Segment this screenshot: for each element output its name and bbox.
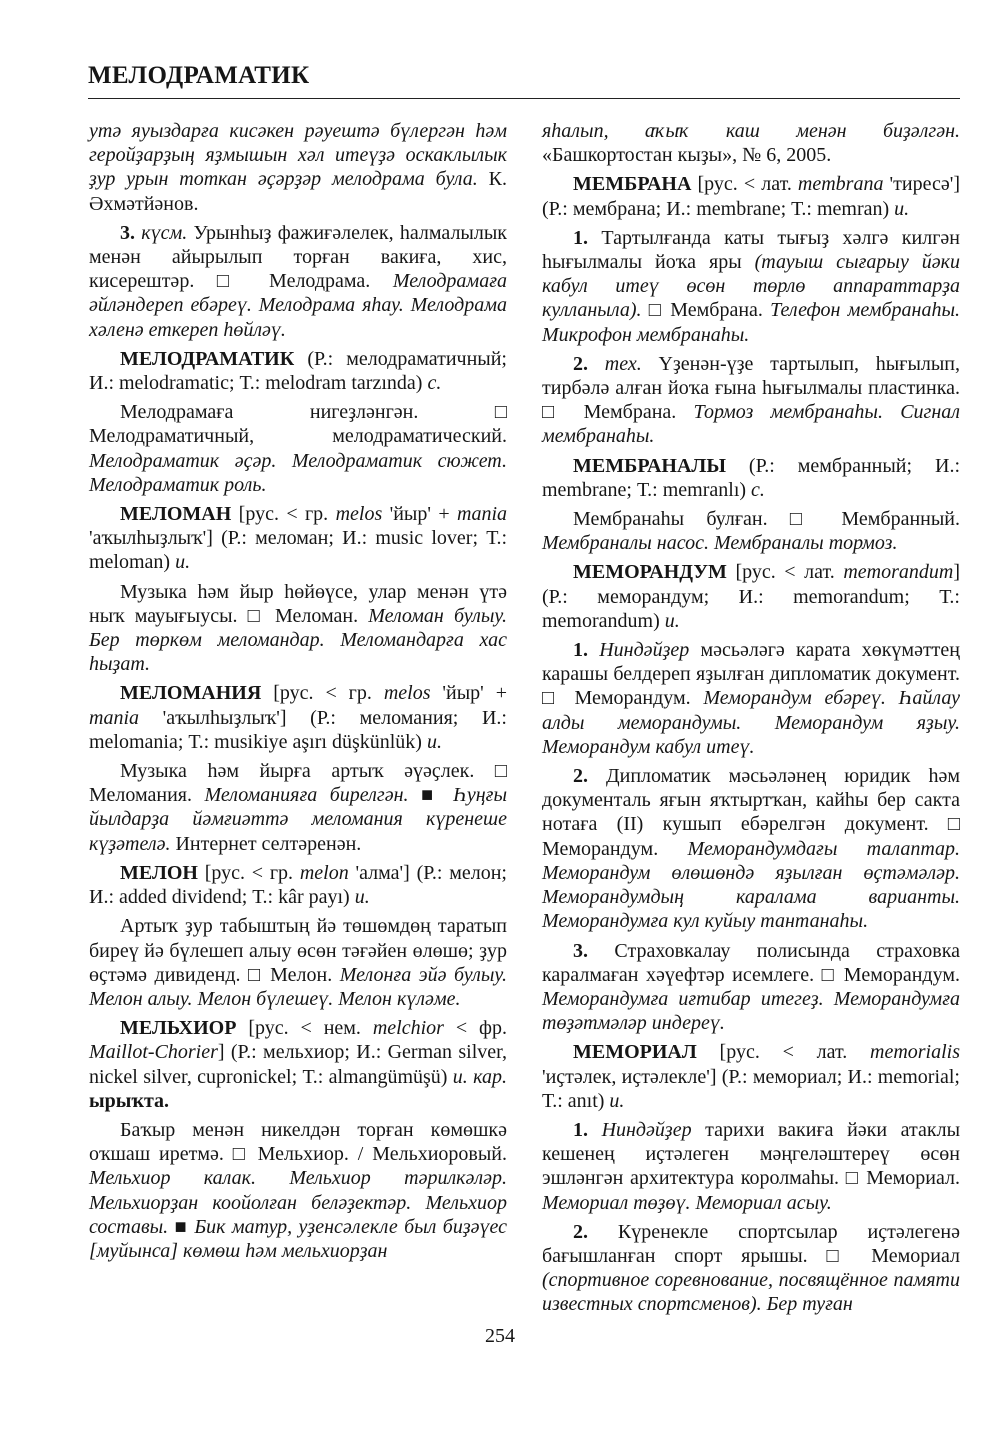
text-run: Урынһыҙ фажиғәлелек, һалмалылык менән айырылып торған вакиға, хис, кисерештәр. □ Мелодрама. — [89, 221, 507, 293]
italic-run: mania — [457, 503, 507, 526]
italic-run: Мельхиор калак. Мельхиор тәрилкәләр. Мельхиорҙан коойолған беләҙектәр. Мельхиор составы. — [89, 1167, 507, 1238]
text-run: 'йыр' + — [430, 682, 507, 705]
bold-run: 2. — [573, 352, 605, 375]
text-run: 'иҫтәлек, иҫтәлекле'] (Р.: мемориал; И.: memorial; Т.: anıt) — [542, 1065, 960, 1112]
text-run: Мембранаһы булған. □ Мембранный. — [573, 508, 960, 531]
italic-run: утә яуыздарға кисәкен рәуештә бүлергән һәм геройҙарҙың яҙмышын хәл итеүҙә оскаклылык ҙур урын тоткан әҫәрҙәр мелодрама була. — [89, 120, 507, 191]
entry-paragraph — [542, 507, 960, 555]
bold-run: МЕМОРАНДУМ — [573, 561, 727, 584]
text-run: [рус. < лат. — [726, 561, 844, 584]
header-rule — [88, 98, 960, 99]
bold-run: МЕЛОМАН — [120, 503, 232, 526]
bold-run: МЕЛОДРАМАТИК — [120, 347, 295, 370]
text-run: «Башкортостан кыҙы», № 6, 2005. — [542, 144, 832, 167]
italic-run: яһалып, аҡыҡ каш менән биҙәлгән. — [542, 120, 960, 142]
entry-paragraph — [542, 1118, 960, 1215]
bold-run: МЕМБРАНАЛЫ — [573, 454, 726, 477]
bold-run: 2. — [573, 765, 606, 788]
right-column — [542, 119, 960, 1322]
entry-paragraph — [542, 939, 960, 1036]
text-run: тарихи вакиға йәки атаклы кешенең иҫтәлеген мәңгеләштереү өсөн эшләнгән архитектура королмаһы. □ Мемориал. — [542, 1118, 961, 1190]
text-run: Интернет селтәренән. — [170, 832, 362, 855]
bold-run: 3. — [573, 939, 615, 962]
italic-run: Мелодрамаға әйләндереп ебәреү. Мелодрама яһау. Мелодрама хәленә еткереп һөйләү. — [89, 270, 507, 341]
dictionary-entry — [89, 1016, 507, 1113]
dictionary-entry — [89, 861, 507, 909]
italic-run: и. — [894, 197, 910, 220]
entry-paragraph — [89, 1118, 507, 1263]
italic-run: (тауыш сығарыу йәки кабул итеү өсөн төрлө аппараттарҙа кулланыла). — [542, 251, 961, 322]
italic-run: melon — [299, 861, 349, 884]
text-run: 'йыр' + — [382, 503, 457, 526]
running-head: МЕЛОДРАМАТИК — [88, 62, 310, 89]
dictionary-entry — [542, 1040, 960, 1113]
bold-run: ырыҡта. — [89, 1089, 170, 1112]
entry-paragraph — [542, 352, 960, 449]
italic-run: Бик матур, уҙенсәлекле был биҙәүес [муйынса] көмөш һәм мельхиорҙан — [89, 1215, 507, 1262]
italic-run: memorialis — [870, 1041, 960, 1064]
entry-paragraph — [89, 580, 507, 677]
entry-paragraph — [542, 638, 960, 759]
text-run: 'аҡылһыҙлыҡ'] (Р.: меломания; И.: melomania; Т.: musikiye aşırı düşkünlük) — [89, 706, 507, 753]
italic-run: Һуңғы йылдарҙа йәмғиәттә меломания күренеше күҙәтелә. — [89, 784, 507, 855]
italic-run: Меломанияға бирелгән. — [204, 784, 409, 807]
italic-run: mania — [89, 706, 139, 729]
dictionary-entry — [542, 454, 960, 502]
entry-paragraph — [89, 221, 507, 342]
text-run: [рус. < гр. — [197, 861, 300, 884]
text-run: 'алма'] (Р.: мелон; И.: added dividend; Т.: kâr payı) — [89, 861, 507, 909]
text-run: [рус. < гр. — [231, 503, 336, 526]
text-run: Музыка һәм йырға артыҡ әүәҫлек. □ Меломания. — [89, 760, 507, 807]
italic-run: тех. — [604, 352, 642, 375]
italic-run: Меломан булыу. Бер төркөм меломандар. Меломандарға хас һыҙат. — [89, 604, 507, 676]
dictionary-entry — [542, 560, 960, 633]
text-run: Күренекле спортсылар иҫтәлегенә бағышланған спорт ярышы. □ Мемориал — [542, 1220, 961, 1267]
text-run: 'тиресә'] (Р.: мембрана; И.: membrane; Т.: memran) — [542, 173, 960, 220]
italic-run: memorandum — [843, 561, 954, 584]
text-run: Тартылғанда каты тығыҙ хәлгә килгән һығылмалы йоҡа яры — [542, 226, 960, 274]
entry-paragraph — [542, 1220, 960, 1317]
dictionary-entry — [542, 172, 960, 220]
text-run: 'аҡылһыҙлыҡ'] (Р.: меломан; И.: music lover; Т.: meloman) — [89, 527, 507, 574]
italic-run: Меморандумға иғтибар итегеҙ. Меморандумға төҙәтмәләр индереү. — [542, 987, 960, 1035]
text-run: □ Мембрана. — [641, 299, 771, 322]
italic-run: и. — [426, 730, 442, 753]
text-run: Мелодрамаға нигеҙләнгән. □ Мелодраматичный, мелодраматический. — [89, 401, 507, 448]
dictionary-entry — [89, 347, 507, 395]
italic-run: Тормоз мембранаһы. Сигнал мембранаһы. — [542, 401, 960, 448]
bold-run: 1. — [573, 226, 602, 249]
entry-paragraph — [89, 914, 507, 1011]
italic-run: Ниндәйҙер — [599, 639, 690, 662]
page-number: 254 — [485, 1325, 515, 1347]
continued-text — [542, 119, 960, 167]
italic-run: (спортивное соревнование, посвящённое памяти известных спортсменов). — [542, 1269, 960, 1316]
italic-run: Меморандум ебәреү. Һайлау алды меморандумы. Меморандум яҙыу. Меморандум кабул итеү. — [542, 687, 960, 758]
italic-run: с. — [427, 372, 442, 395]
italic-run: melos — [335, 503, 383, 526]
continued-text — [89, 119, 507, 216]
dictionary-entry — [89, 681, 507, 754]
entry-paragraph — [89, 759, 507, 856]
text-run: Баҡыр менән никелдән торған көмөшкә оҡшаш иретмә. □ Мельхиор. / Мельхиоровый. — [89, 1118, 507, 1166]
text-run: < фр. — [443, 1017, 507, 1040]
bold-run: МЕЛЬХИОР — [120, 1017, 237, 1040]
text-run: Страховкалау полисында страховка каралмаған хәүефтәр исемлеге. □ Меморандум. — [542, 939, 960, 986]
text-run: Дипломатик мәсьәләнең юридик һәм документаль яғын яҡтыртҡан, кайһы бер сакта нотаға (II) кушып ебәрелгән документ. □ Меморандум. — [542, 765, 960, 860]
italic-run: күсм. — [141, 221, 188, 244]
text-run: [рус. < гр. — [261, 682, 384, 705]
text-run: мәсьәләгә карата хөкүмәттең карашы белдереп яҙылған дипломатик документ. □ Меморандум. — [542, 639, 961, 710]
text-run: [рус. < нем. — [236, 1017, 373, 1040]
italic-run: Ниндәйҙер — [601, 1118, 692, 1141]
italic-run: Мемориал төҙөү. Мемориал асыу. — [542, 1191, 832, 1214]
italic-run: и. — [609, 1089, 625, 1112]
text-run: Үҙенән-үҙе тартылып, һығылып, тирбәлә алған йоҡа ғына һығылмалы пластинка. □ Мембрана. — [542, 352, 961, 424]
italic-run: Телефон мембранаһы. Микрофон мембранаһы. — [542, 299, 961, 346]
text-run: ■ — [168, 1215, 195, 1238]
text-run: ] (Р.: мельхиор; И.: German silver, nickel silver, cupronickel; Т.: almangümüşü) — [89, 1041, 507, 1088]
text-run: [рус. < лат. — [691, 173, 798, 196]
italic-run: и. — [175, 551, 191, 574]
dictionary-entry — [89, 502, 507, 575]
italic-run: Maillot-Chorier — [89, 1041, 218, 1064]
entry-paragraph — [542, 764, 960, 933]
italic-run: Мелонға эйә булыу. Мелон алыу. Мелон бүлешеү. Мелон күләме. — [89, 963, 507, 1010]
text-run: Артыҡ ҙур табыштың йә төшөмдөң таратып биреү йә бүлешеп алыу өсөн тәғәйен өлөшө; ҙур өҫтәмә дивиденд. □ Мелон. — [89, 915, 507, 986]
text-run: (Р.: мембранный; И.: membrane; Т.: memranlı) — [542, 454, 960, 501]
italic-run: Мембраналы насос. Мембраналы тормоз. — [542, 532, 898, 555]
italic-run: melchior — [372, 1017, 444, 1040]
bold-run: МЕЛОМАНИЯ — [120, 682, 262, 705]
text-run: ■ — [408, 784, 454, 807]
text-run: К. Әхмәтйәнов. — [89, 168, 507, 215]
italic-run: membrana — [797, 173, 884, 196]
entry-paragraph — [542, 226, 960, 347]
text-run: Музыка һәм йыр һөйөүсе, улар менән үтә ныҡ мауығыусы. □ Меломан. — [89, 580, 507, 627]
bold-run: МЕМБРАНА — [573, 173, 692, 196]
italic-run: Меморандумдағы талаптар. Меморандум өлөшөндә яҙылған өҫтәмәләр. Меморандумдың каралама варианты. Меморандумға кул куйыу тантанаһы. — [542, 837, 960, 933]
bold-run: 3. — [120, 221, 142, 244]
bold-run: МЕЛОН — [120, 861, 198, 884]
bold-run: 1. — [573, 639, 600, 662]
bold-run: 1. — [573, 1118, 602, 1141]
text-run: (Р.: мелодраматичный; И.: melodramatic; Т.: melodram tarzında) — [89, 347, 507, 395]
italic-run: и. — [664, 609, 680, 632]
italic-run: Мелодраматик әҫәр. Мелодраматик сюжет. Мелодраматик роль. — [89, 449, 507, 496]
italic-run: и. кар. — [452, 1065, 507, 1088]
text-run: [рус. < лат. — [696, 1041, 870, 1064]
left-column — [89, 119, 507, 1268]
bold-run: 2. — [573, 1220, 618, 1243]
entry-paragraph — [89, 400, 507, 497]
italic-run: с. — [751, 478, 765, 501]
text-run: ] (Р.: меморандум; И.: memorandum; Т.: memorandum) — [542, 561, 960, 632]
italic-run: и. — [354, 886, 370, 909]
bold-run: МЕМОРИАЛ — [573, 1041, 697, 1064]
italic-run: melos — [383, 682, 431, 705]
italic-run: Бер туған — [766, 1293, 853, 1316]
